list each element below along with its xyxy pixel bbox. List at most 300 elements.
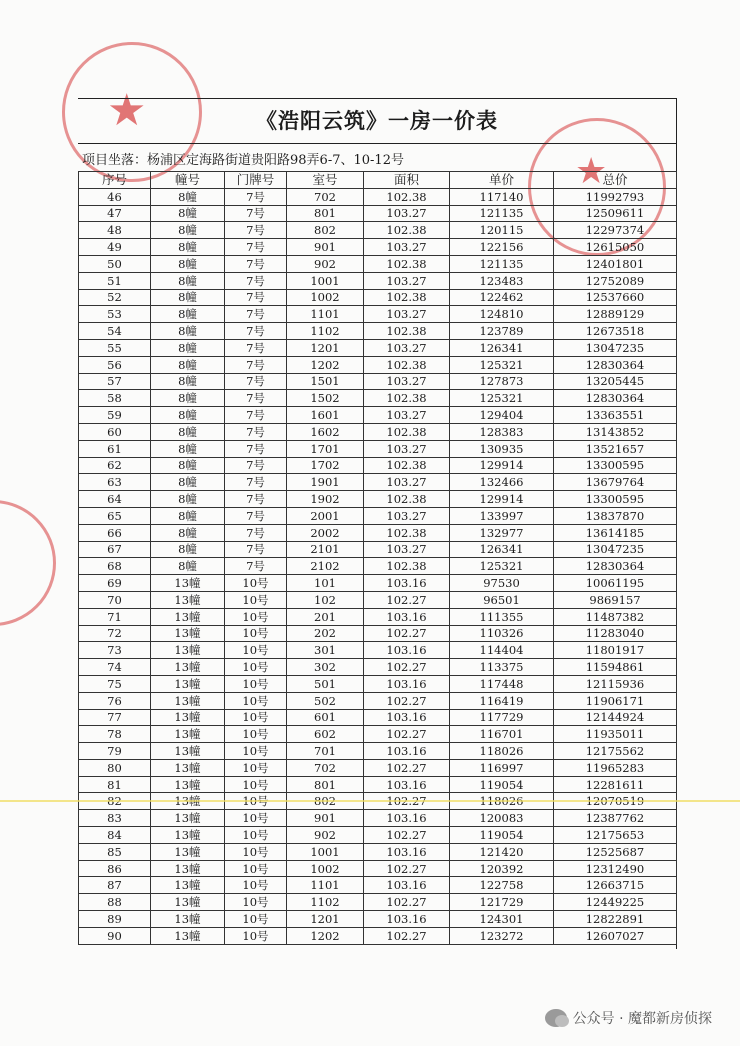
cell-unit-price: 129914 — [450, 457, 554, 474]
cell-unit-price: 118026 — [450, 743, 554, 760]
cell-door: 10号 — [225, 675, 287, 692]
cell-total-price: 12115936 — [554, 675, 677, 692]
cell-room: 1902 — [287, 491, 364, 508]
cell-seq: 54 — [79, 323, 151, 340]
cell-door: 10号 — [225, 827, 287, 844]
cell-total-price: 13363551 — [554, 407, 677, 424]
cell-unit-price: 126341 — [450, 339, 554, 356]
cell-area: 103.27 — [364, 440, 450, 457]
cell-door: 7号 — [225, 222, 287, 239]
table-row — [79, 440, 677, 457]
cell-total-price: 13837870 — [554, 507, 677, 524]
cell-unit-price: 130935 — [450, 440, 554, 457]
cell-building: 8幢 — [151, 373, 225, 390]
cell-building: 8幢 — [151, 558, 225, 575]
cell-door: 7号 — [225, 423, 287, 440]
cell-seq: 66 — [79, 524, 151, 541]
cell-door: 10号 — [225, 843, 287, 860]
cell-door: 10号 — [225, 759, 287, 776]
cell-seq: 74 — [79, 659, 151, 676]
cell-room: 901 — [287, 810, 364, 827]
cell-room: 601 — [287, 709, 364, 726]
cell-building: 8幢 — [151, 188, 225, 205]
cell-seq: 53 — [79, 306, 151, 323]
cell-seq: 73 — [79, 642, 151, 659]
cell-unit-price: 123272 — [450, 927, 554, 944]
cell-unit-price: 126341 — [450, 541, 554, 558]
cell-total-price: 12387762 — [554, 810, 677, 827]
cell-total-price: 12449225 — [554, 894, 677, 911]
cell-total-price: 11965283 — [554, 759, 677, 776]
cell-total-price: 12312490 — [554, 860, 677, 877]
star-icon: ★ — [107, 85, 147, 136]
cell-area: 103.27 — [364, 541, 450, 558]
cell-total-price: 13047235 — [554, 339, 677, 356]
cell-room: 801 — [287, 776, 364, 793]
cell-building: 8幢 — [151, 205, 225, 222]
cell-total-price: 12509611 — [554, 205, 677, 222]
table-row — [79, 776, 677, 793]
cell-room: 1002 — [287, 289, 364, 306]
cell-building: 13幢 — [151, 743, 225, 760]
table-row — [79, 289, 677, 306]
cell-area: 102.27 — [364, 726, 450, 743]
table-row — [79, 306, 677, 323]
table-row — [79, 356, 677, 373]
cell-seq: 75 — [79, 675, 151, 692]
cell-seq: 70 — [79, 591, 151, 608]
cell-door: 7号 — [225, 390, 287, 407]
cell-area: 102.27 — [364, 927, 450, 944]
cell-building: 13幢 — [151, 659, 225, 676]
cell-unit-price: 132466 — [450, 474, 554, 491]
cell-door: 7号 — [225, 188, 287, 205]
cell-total-price: 11487382 — [554, 608, 677, 625]
table-row — [79, 222, 677, 239]
cell-door: 7号 — [225, 255, 287, 272]
cell-seq: 58 — [79, 390, 151, 407]
cell-door: 7号 — [225, 339, 287, 356]
cell-seq: 88 — [79, 894, 151, 911]
cell-total-price: 12752089 — [554, 272, 677, 289]
cell-total-price: 10061195 — [554, 575, 677, 592]
cell-building: 13幢 — [151, 726, 225, 743]
cell-door: 7号 — [225, 272, 287, 289]
cell-area: 103.27 — [364, 239, 450, 256]
cell-seq: 64 — [79, 491, 151, 508]
cell-total-price: 12615050 — [554, 239, 677, 256]
cell-area: 102.38 — [364, 222, 450, 239]
header-area: 面积 — [364, 172, 450, 189]
cell-door: 10号 — [225, 659, 287, 676]
cell-room: 501 — [287, 675, 364, 692]
cell-total-price: 11992793 — [554, 188, 677, 205]
cell-area: 102.38 — [364, 423, 450, 440]
table-row — [79, 558, 677, 575]
cell-building: 13幢 — [151, 860, 225, 877]
cell-building: 13幢 — [151, 692, 225, 709]
cell-door: 10号 — [225, 591, 287, 608]
cell-unit-price: 96501 — [450, 591, 554, 608]
table-row — [79, 894, 677, 911]
cell-seq: 90 — [79, 927, 151, 944]
cell-building: 8幢 — [151, 507, 225, 524]
cell-building: 8幢 — [151, 541, 225, 558]
cell-building: 8幢 — [151, 306, 225, 323]
cell-total-price: 12830364 — [554, 558, 677, 575]
table-row — [79, 255, 677, 272]
cell-unit-price: 120115 — [450, 222, 554, 239]
cell-seq: 46 — [79, 188, 151, 205]
cell-building: 8幢 — [151, 423, 225, 440]
header-door: 门牌号 — [225, 172, 287, 189]
cell-room: 802 — [287, 222, 364, 239]
cell-area: 102.38 — [364, 457, 450, 474]
header-building: 幢号 — [151, 172, 225, 189]
cell-area: 103.27 — [364, 339, 450, 356]
table-header-row — [79, 172, 677, 189]
cell-unit-price: 121420 — [450, 843, 554, 860]
cell-room: 1901 — [287, 474, 364, 491]
cell-room: 201 — [287, 608, 364, 625]
cell-room: 1201 — [287, 911, 364, 928]
cell-room: 302 — [287, 659, 364, 676]
cell-area: 103.16 — [364, 675, 450, 692]
cell-unit-price: 132977 — [450, 524, 554, 541]
table-row — [79, 188, 677, 205]
cell-area: 103.16 — [364, 709, 450, 726]
cell-building: 13幢 — [151, 776, 225, 793]
cell-door: 10号 — [225, 642, 287, 659]
cell-room: 502 — [287, 692, 364, 709]
table-row — [79, 390, 677, 407]
cell-door: 10号 — [225, 894, 287, 911]
cell-door: 7号 — [225, 306, 287, 323]
cell-room: 2002 — [287, 524, 364, 541]
table-row — [79, 239, 677, 256]
cell-unit-price: 120392 — [450, 860, 554, 877]
cell-building: 8幢 — [151, 474, 225, 491]
cell-area: 103.27 — [364, 507, 450, 524]
header-total-price: 总价 — [554, 172, 677, 189]
cell-door: 10号 — [225, 575, 287, 592]
cell-door: 7号 — [225, 289, 287, 306]
cell-room: 902 — [287, 255, 364, 272]
cell-unit-price: 97530 — [450, 575, 554, 592]
table-row — [79, 507, 677, 524]
cell-unit-price: 127873 — [450, 373, 554, 390]
cell-total-price: 11801917 — [554, 642, 677, 659]
table-row — [79, 843, 677, 860]
cell-door: 7号 — [225, 457, 287, 474]
cell-unit-price: 119054 — [450, 827, 554, 844]
cell-building: 8幢 — [151, 289, 225, 306]
cell-total-price: 12525687 — [554, 843, 677, 860]
cell-room: 801 — [287, 205, 364, 222]
cell-unit-price: 124810 — [450, 306, 554, 323]
cell-total-price: 12401801 — [554, 255, 677, 272]
cell-building: 13幢 — [151, 927, 225, 944]
table-row — [79, 911, 677, 928]
table-row — [79, 608, 677, 625]
cell-room: 1202 — [287, 927, 364, 944]
cell-area: 102.27 — [364, 894, 450, 911]
cell-door: 7号 — [225, 524, 287, 541]
cell-total-price: 13679764 — [554, 474, 677, 491]
cell-seq: 48 — [79, 222, 151, 239]
cell-seq: 49 — [79, 239, 151, 256]
table-row — [79, 541, 677, 558]
cell-door: 7号 — [225, 558, 287, 575]
table-row — [79, 407, 677, 424]
cell-area: 103.16 — [364, 911, 450, 928]
cell-total-price: 12607027 — [554, 927, 677, 944]
cell-unit-price: 117448 — [450, 675, 554, 692]
cell-building: 13幢 — [151, 911, 225, 928]
cell-seq: 57 — [79, 373, 151, 390]
cell-unit-price: 125321 — [450, 558, 554, 575]
wechat-icon — [545, 1009, 567, 1027]
cell-room: 1101 — [287, 877, 364, 894]
cell-door: 10号 — [225, 860, 287, 877]
table-row — [79, 759, 677, 776]
cell-door: 10号 — [225, 911, 287, 928]
cell-unit-price: 121729 — [450, 894, 554, 911]
cell-area: 102.38 — [364, 558, 450, 575]
cell-door: 10号 — [225, 608, 287, 625]
cell-seq: 89 — [79, 911, 151, 928]
cell-unit-price: 121135 — [450, 255, 554, 272]
cell-door: 7号 — [225, 474, 287, 491]
cell-unit-price: 116701 — [450, 726, 554, 743]
cell-unit-price: 113375 — [450, 659, 554, 676]
table-row — [79, 642, 677, 659]
cell-total-price: 12830364 — [554, 390, 677, 407]
cell-area: 103.16 — [364, 810, 450, 827]
cell-door: 10号 — [225, 726, 287, 743]
cell-room: 1102 — [287, 323, 364, 340]
cell-area: 102.27 — [364, 860, 450, 877]
cell-unit-price: 121135 — [450, 205, 554, 222]
cell-building: 8幢 — [151, 356, 225, 373]
table-row — [79, 591, 677, 608]
cell-area: 103.27 — [364, 272, 450, 289]
table-row — [79, 726, 677, 743]
cell-total-price: 13614185 — [554, 524, 677, 541]
cell-area: 103.16 — [364, 877, 450, 894]
cell-building: 8幢 — [151, 390, 225, 407]
cell-area: 103.16 — [364, 608, 450, 625]
cell-area: 102.38 — [364, 255, 450, 272]
cell-area: 102.38 — [364, 524, 450, 541]
table-row — [79, 457, 677, 474]
cell-unit-price: 129914 — [450, 491, 554, 508]
cell-door: 10号 — [225, 776, 287, 793]
cell-room: 701 — [287, 743, 364, 760]
cell-total-price: 11283040 — [554, 625, 677, 642]
cell-door: 10号 — [225, 709, 287, 726]
cell-area: 102.27 — [364, 827, 450, 844]
cell-building: 13幢 — [151, 642, 225, 659]
cell-room: 1101 — [287, 306, 364, 323]
table-row — [79, 373, 677, 390]
cell-seq: 60 — [79, 423, 151, 440]
cell-seq: 87 — [79, 877, 151, 894]
cell-building: 8幢 — [151, 255, 225, 272]
table-row — [79, 743, 677, 760]
table-row — [79, 675, 677, 692]
cell-room: 1102 — [287, 894, 364, 911]
cell-room: 301 — [287, 642, 364, 659]
project-location-line — [82, 149, 404, 168]
cell-area: 102.38 — [364, 188, 450, 205]
cell-area: 102.27 — [364, 759, 450, 776]
cell-total-price: 12673518 — [554, 323, 677, 340]
cell-total-price: 12537660 — [554, 289, 677, 306]
cell-seq: 61 — [79, 440, 151, 457]
cell-unit-price: 120083 — [450, 810, 554, 827]
cell-unit-price: 133997 — [450, 507, 554, 524]
cell-door: 7号 — [225, 323, 287, 340]
cell-room: 1001 — [287, 843, 364, 860]
cell-area: 102.27 — [364, 625, 450, 642]
table-row — [79, 692, 677, 709]
table-row — [79, 625, 677, 642]
table-row — [79, 272, 677, 289]
cell-room: 1702 — [287, 457, 364, 474]
table-row — [79, 323, 677, 340]
table-row — [79, 709, 677, 726]
cell-area: 102.38 — [364, 289, 450, 306]
cell-seq: 50 — [79, 255, 151, 272]
table-row — [79, 205, 677, 222]
header-room: 室号 — [287, 172, 364, 189]
cell-room: 702 — [287, 759, 364, 776]
cell-building: 8幢 — [151, 491, 225, 508]
table-row — [79, 927, 677, 944]
cell-seq: 69 — [79, 575, 151, 592]
cell-door: 7号 — [225, 373, 287, 390]
cell-seq: 59 — [79, 407, 151, 424]
cell-room: 602 — [287, 726, 364, 743]
header-seq: 序号 — [79, 172, 151, 189]
star-icon: ★ — [575, 151, 608, 192]
cell-unit-price: 122156 — [450, 239, 554, 256]
cell-seq: 62 — [79, 457, 151, 474]
cell-seq: 71 — [79, 608, 151, 625]
cell-door: 7号 — [225, 239, 287, 256]
highlight-line — [0, 800, 740, 802]
cell-room: 901 — [287, 239, 364, 256]
cell-unit-price: 117729 — [450, 709, 554, 726]
cell-building: 13幢 — [151, 575, 225, 592]
cell-total-price: 12830364 — [554, 356, 677, 373]
cell-unit-price: 125321 — [450, 356, 554, 373]
table-row — [79, 575, 677, 592]
cell-door: 7号 — [225, 356, 287, 373]
cell-unit-price: 111355 — [450, 608, 554, 625]
cell-door: 10号 — [225, 692, 287, 709]
cell-total-price: 12175562 — [554, 743, 677, 760]
cell-area: 103.16 — [364, 776, 450, 793]
cell-door: 10号 — [225, 625, 287, 642]
cell-room: 2101 — [287, 541, 364, 558]
cell-area: 102.27 — [364, 591, 450, 608]
cell-total-price: 9869157 — [554, 591, 677, 608]
cell-building: 8幢 — [151, 339, 225, 356]
table-row — [79, 659, 677, 676]
cell-unit-price: 114404 — [450, 642, 554, 659]
cell-total-price: 13521657 — [554, 440, 677, 457]
cell-room: 2102 — [287, 558, 364, 575]
cell-seq: 72 — [79, 625, 151, 642]
cell-total-price: 12144924 — [554, 709, 677, 726]
table-row — [79, 810, 677, 827]
cell-building: 8幢 — [151, 272, 225, 289]
price-table — [78, 171, 677, 945]
cell-area: 103.27 — [364, 306, 450, 323]
cell-seq: 83 — [79, 810, 151, 827]
cell-door: 10号 — [225, 877, 287, 894]
cell-total-price: 13047235 — [554, 541, 677, 558]
cell-building: 13幢 — [151, 759, 225, 776]
cell-room: 1501 — [287, 373, 364, 390]
cell-room: 1701 — [287, 440, 364, 457]
cell-building: 13幢 — [151, 591, 225, 608]
price-document — [78, 98, 677, 949]
cell-unit-price: 129404 — [450, 407, 554, 424]
table-row — [79, 827, 677, 844]
cell-seq: 79 — [79, 743, 151, 760]
document-title: 《浩阳云筑》一房一价表 — [256, 108, 498, 133]
cell-building: 13幢 — [151, 877, 225, 894]
cell-seq: 65 — [79, 507, 151, 524]
cell-building: 8幢 — [151, 457, 225, 474]
cell-area: 103.16 — [364, 743, 450, 760]
cell-unit-price: 116419 — [450, 692, 554, 709]
cell-room: 2001 — [287, 507, 364, 524]
table-row — [79, 339, 677, 356]
cell-unit-price: 128383 — [450, 423, 554, 440]
cell-room: 101 — [287, 575, 364, 592]
cell-unit-price: 123483 — [450, 272, 554, 289]
cell-unit-price: 124301 — [450, 911, 554, 928]
cell-building: 13幢 — [151, 608, 225, 625]
cell-seq: 77 — [79, 709, 151, 726]
cell-seq: 86 — [79, 860, 151, 877]
cell-area: 102.38 — [364, 356, 450, 373]
cell-room: 902 — [287, 827, 364, 844]
table-body — [79, 188, 677, 944]
cell-room: 1601 — [287, 407, 364, 424]
cell-door: 7号 — [225, 491, 287, 508]
cell-total-price: 12175653 — [554, 827, 677, 844]
cell-area: 102.38 — [364, 323, 450, 340]
cell-total-price: 11935011 — [554, 726, 677, 743]
cell-room: 1202 — [287, 356, 364, 373]
cell-building: 13幢 — [151, 894, 225, 911]
cell-total-price: 12297374 — [554, 222, 677, 239]
cell-building: 8幢 — [151, 440, 225, 457]
cell-unit-price: 122462 — [450, 289, 554, 306]
project-label: 项目坐落： — [82, 153, 148, 168]
cell-total-price: 12822891 — [554, 911, 677, 928]
cell-room: 1002 — [287, 860, 364, 877]
cell-area: 102.38 — [364, 491, 450, 508]
cell-area: 102.27 — [364, 659, 450, 676]
cell-unit-price: 116997 — [450, 759, 554, 776]
cell-unit-price: 125321 — [450, 390, 554, 407]
